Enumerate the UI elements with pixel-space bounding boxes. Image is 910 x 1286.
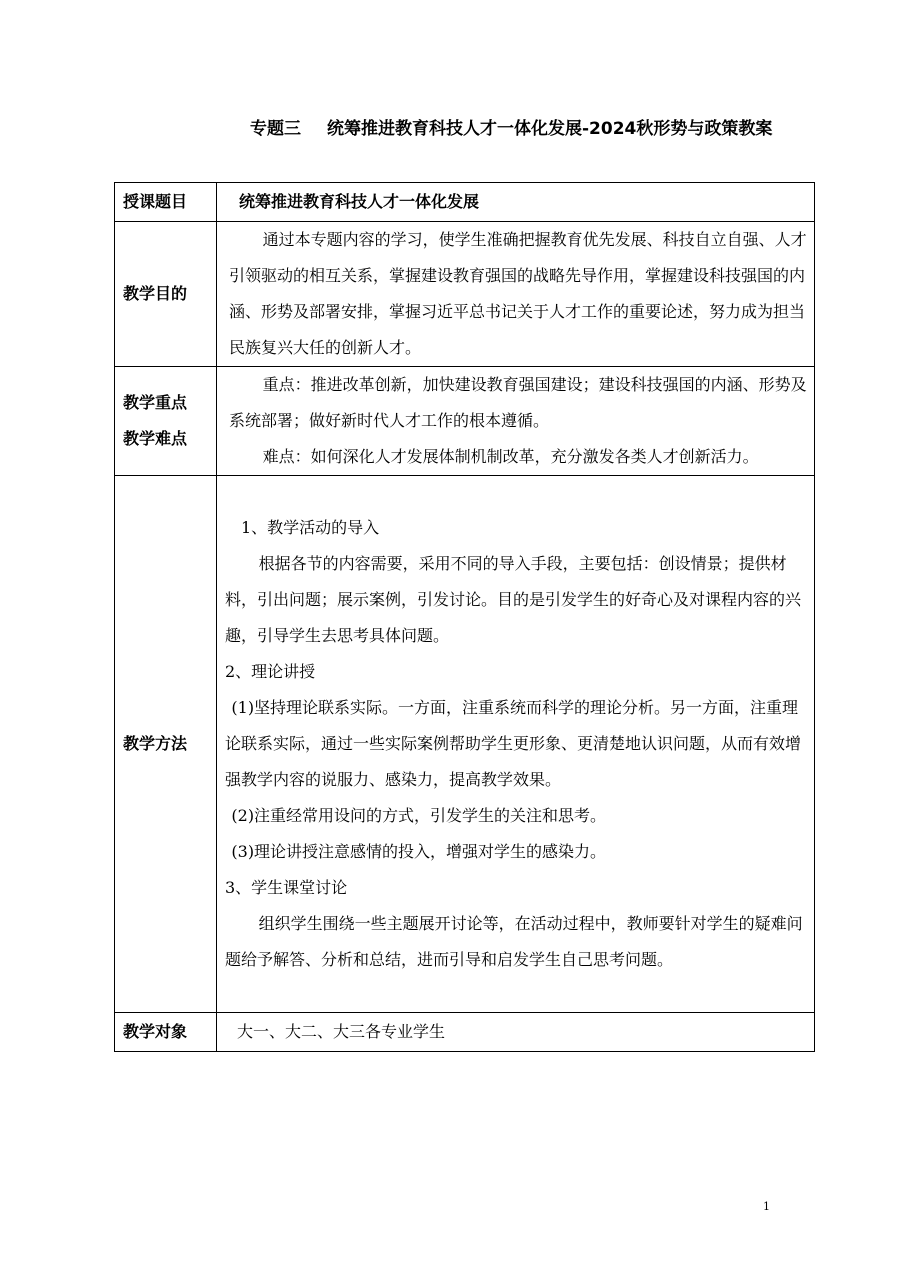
page-title <box>250 114 890 139</box>
subject-cell <box>217 183 815 222</box>
method-heading-1: 1、教学活动的导入 <box>241 518 380 537</box>
key-points-text: 重点：推进改革创新，加快建设教育强国建设；建设科技强国的内涵、形势及系统部署；做好新时代人才工作的根本遵循。 <box>229 375 807 430</box>
method-paragraph-2c: (3)理论讲授注意感情的投入，增强对学生的感染力。 <box>231 842 607 861</box>
method-heading-2: 2、理论讲授 <box>225 662 316 681</box>
method-paragraph-3: 组织学生围绕一些主题展开讨论等，在活动过程中，教师要针对学生的疑难问题给予解答、分析和总结，进而引导和启发学生自己思考问题。 <box>225 914 803 969</box>
topic-label: 专题三 <box>250 119 301 139</box>
methods-label: 教学方法 <box>115 476 217 1013</box>
method-paragraph-1: 根据各节的内容需要，采用不同的导入手段，主要包括：创设情景；提供材料，引出问题；展示案例，引发讨论。目的是引发学生的好奇心及对课程内容的兴趣，引导学生去思考具体问题。 <box>225 554 802 645</box>
difficulty-text: 难点：如何深化人才发展体制机制改革，充分激发各类人才创新活力。 <box>262 447 759 466</box>
audience-cell <box>217 1013 815 1052</box>
method-paragraph-2a: (1)坚持理论联系实际。一方面，注重系统而科学的理论分析。另一方面，注重理论联系实际，通过一些实际案例帮助学生更形象、更清楚地认识问题，从而有效增强教学内容的说服力、感染力，提高教学效果。 <box>225 698 802 789</box>
table-row <box>115 1013 815 1052</box>
audience-value: 大一、大二、大三各专业学生 <box>237 1022 446 1041</box>
objective-text: 通过本专题内容的学习，使学生准确把握教育优先发展、科技自立自强、人才引领驱动的相互关系，掌握建设教育强国的战略先导作用，掌握建设科技强国的内涵、形势及部署安排，掌握习近平总书记关于人才工作的重要论述，努力成为担当民族复兴大任的创新人才。 <box>229 230 807 357</box>
objective-cell <box>217 222 815 367</box>
table-row <box>115 367 815 476</box>
document-title: 统筹推进教育科技人才一体化发展-2024秋形势与政策教案 <box>327 119 773 139</box>
objective-label: 教学目的 <box>115 222 217 367</box>
method-heading-3: 3、学生课堂讨论 <box>225 878 348 897</box>
methods-cell <box>217 476 815 1013</box>
key-label: 教学重点 <box>123 393 188 412</box>
table-row <box>115 476 815 1013</box>
table-row <box>115 222 815 367</box>
subject-value: 统筹推进教育科技人才一体化发展 <box>239 192 480 211</box>
page-number: 1 <box>763 1200 770 1213</box>
subject-label: 授课题目 <box>115 183 217 222</box>
keypoints-cell <box>217 367 815 476</box>
table-row <box>115 183 815 222</box>
method-paragraph-2b: (2)注重经常用设问的方式，引发学生的关注和思考。 <box>231 806 607 825</box>
audience-label: 教学对象 <box>115 1013 217 1052</box>
keypoints-label <box>115 367 217 476</box>
lesson-plan-table <box>114 182 815 1052</box>
difficulty-label: 教学难点 <box>123 429 188 448</box>
